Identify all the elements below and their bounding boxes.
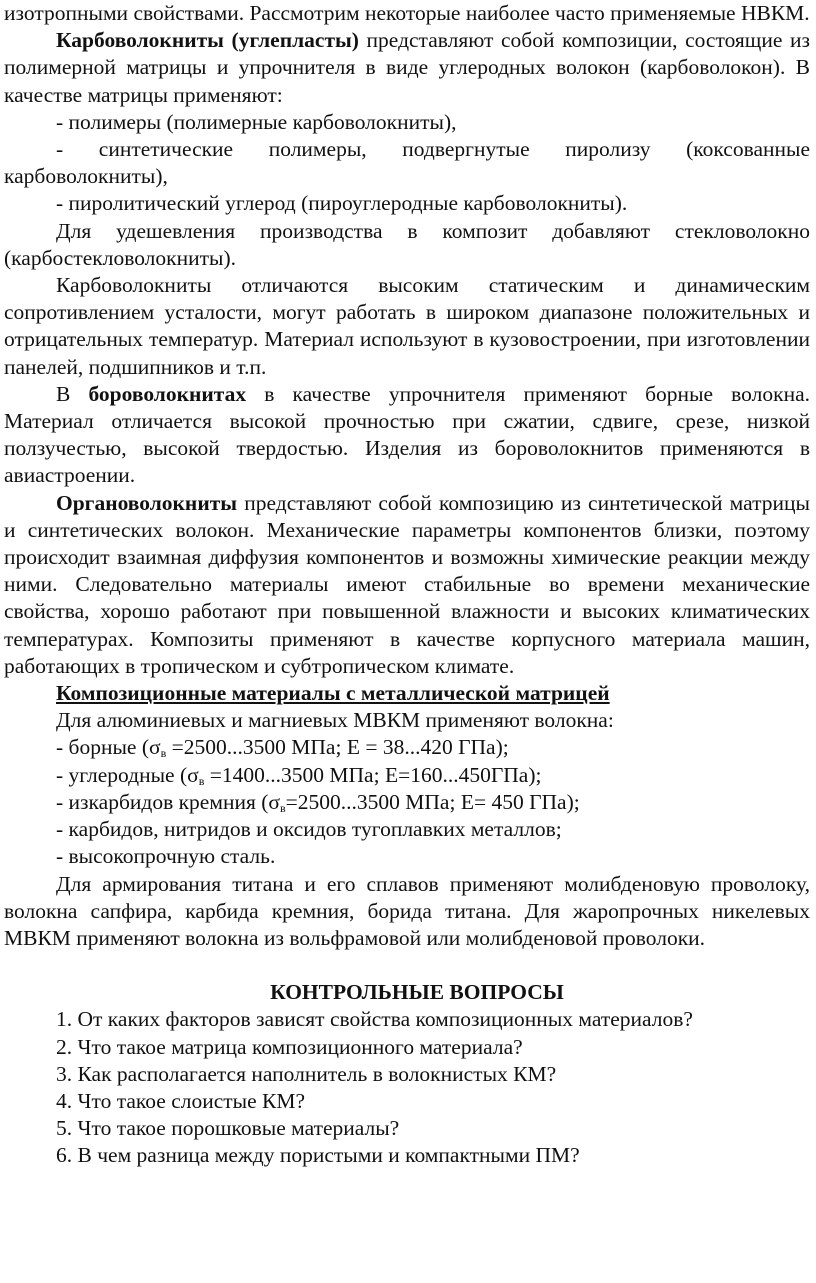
fiber-values: =2500...3500 МПа; Е= 450 ГПа); xyxy=(285,789,580,814)
question-item: 2. Что такое матрица композиционного материала? xyxy=(56,1034,523,1059)
organo-fiber-text: представляют собой композицию из синтетической матрицы и синтетических волокон. Механические параметры компонентов близки, поэтому происходит взаимная диффузия компонентов и возможны химические реакции между ними. Следовательно материалы имеют стабильные во времени механические свойства, хорошо работают при повышенной влажности и высоких климатических температурах. Композиты применяют в качестве корпусного материала машин, работающих в тропическом и субтропическом климате. xyxy=(4,490,810,678)
boron-fiber-paragraph xyxy=(4,381,810,490)
fiber-list-item: - высокопрочную сталь. xyxy=(56,844,276,869)
fiber-list-item xyxy=(4,789,810,816)
question-item: 6. В чем разница между пористыми и компактными ПМ? xyxy=(56,1143,580,1168)
boron-fiber-text: в качестве упрочнителя применяют борные волокна. Материал отличается высокой прочностью при сжатии, сдвиге, срезе, низкой ползучестью, высокой твердостью. Изделия из бороволокнитов применяются в авиастроении. xyxy=(4,381,810,488)
fiber-list-item xyxy=(4,762,810,789)
fiber-name: - борные ( xyxy=(56,735,150,760)
boron-prefix: В xyxy=(56,381,89,406)
metal-fibers-lead: Для алюминиевых и магниевых МВКМ применяют волокна: xyxy=(56,708,614,733)
control-questions-title: КОНТРОЛЬНЫЕ ВОПРОСЫ xyxy=(270,980,564,1005)
question-item: 3. Как располагается наполнитель в волокнистых КМ? xyxy=(56,1061,557,1086)
fiber-name: - углеродные ( xyxy=(56,762,188,787)
carbon-fiber-text: представляют собой композиции, состоящие из полимерной матрицы и упрочнителя в виде углеродных волокон (карбоволокон). В качестве матрицы применяют: xyxy=(4,28,810,107)
matrix-list-item: - полимеры (полимерные карбоволокниты), xyxy=(56,109,457,134)
sigma-subscript: в xyxy=(160,746,167,761)
carbon-properties-paragraph: Карбоволокниты отличаются высоким статическим и динамическим сопротивлением усталости, могут работать в широком диапазоне положительных и отрицательных температур. Материал используют в кузовостроении, при изготовлении панелей, подшипников и т.п. xyxy=(4,273,810,379)
fiber-list-item: - карбидов, нитридов и оксидов тугоплавких металлов; xyxy=(56,817,562,842)
fiber-values: =2500...3500 МПа; Е = 38...420 ГПа); xyxy=(166,735,509,760)
sigma-subscript: в xyxy=(279,800,286,815)
boron-fiber-term: бороволокнитах xyxy=(88,381,247,406)
carbon-fiber-paragraph xyxy=(4,27,810,109)
sigma-symbol: σ xyxy=(187,762,199,787)
question-item: 5. Что такое порошковые материалы? xyxy=(56,1116,400,1141)
matrix-list-item: - пиролитический углерод (пироуглеродные карбоволокниты). xyxy=(56,191,628,216)
sigma-symbol: σ xyxy=(268,789,280,814)
question-item: 1. От каких факторов зависят свойства композиционных материалов? xyxy=(56,1007,693,1032)
carbon-fiber-term: Карбоволокниты (углепласты) xyxy=(56,28,359,53)
sigma-subscript: в xyxy=(198,773,205,788)
question-item: 4. Что такое слоистые КМ? xyxy=(56,1088,306,1113)
fiber-list-item xyxy=(4,734,810,761)
glass-fiber-paragraph: Для удешевления производства в композит добавляют стекловолокно (карбостекловолокниты). xyxy=(4,218,810,270)
metal-matrix-heading: Композиционные материалы с металлической матрицей xyxy=(56,681,610,706)
fiber-name: - изкарбидов кремния ( xyxy=(56,789,269,814)
organo-fiber-paragraph xyxy=(4,490,810,680)
sigma-symbol: σ xyxy=(149,735,161,760)
fiber-values: =1400...3500 МПа; Е=160...450ГПа); xyxy=(204,762,542,787)
titanium-paragraph: Для армирования титана и его сплавов применяют молибденовую проволоку, волокна сапфира, карбида кремния, борида титана. Для жаропрочных никелевых МВКМ применяют волокна из вольфрамовой или молибденовой проволоки. xyxy=(4,871,810,950)
intro-paragraph: изотропными свойствами. Рассмотрим некоторые наиболее часто применяемые НВКМ. xyxy=(4,1,810,25)
organo-fiber-term: Органоволокниты xyxy=(56,490,238,515)
matrix-list-item: - синтетические полимеры, подвергнутые пиролизу (коксованные карбоволокниты), xyxy=(4,137,810,189)
